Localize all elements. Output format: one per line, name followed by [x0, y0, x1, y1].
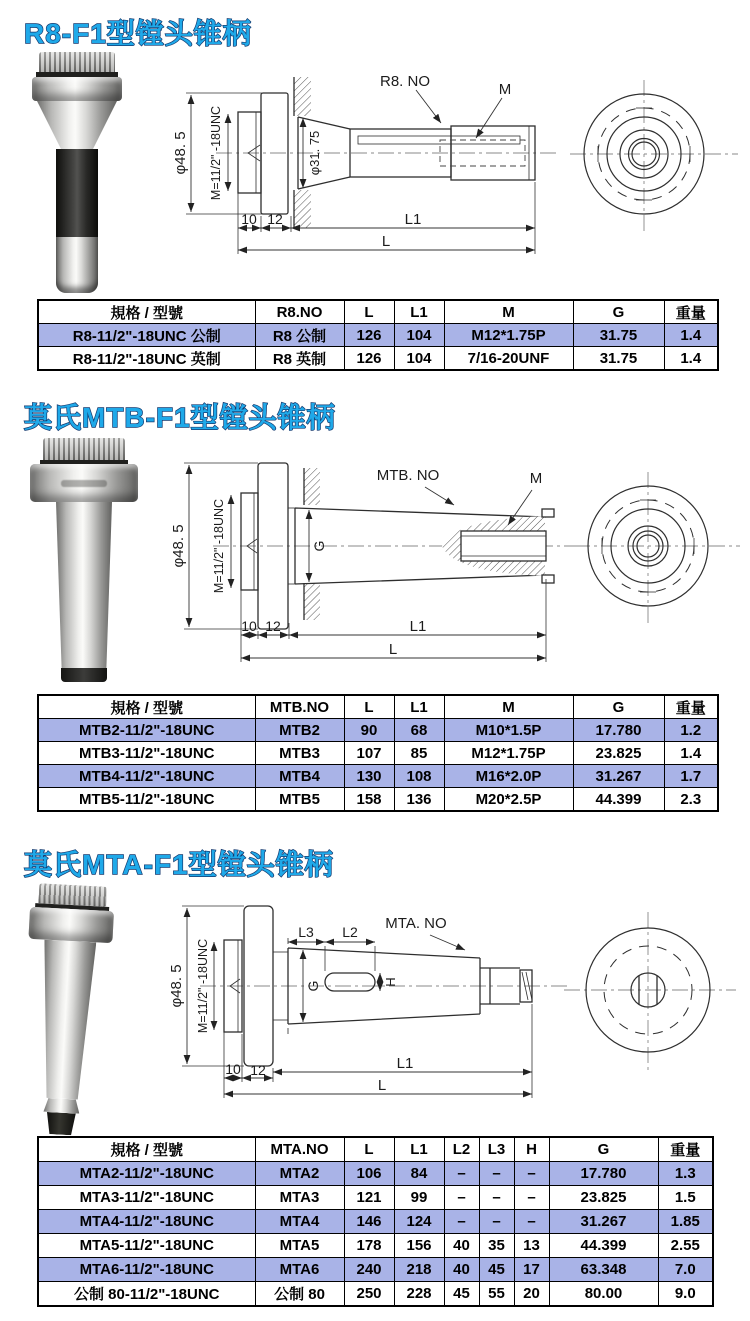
table-cell: 公制 80-11/2"-18UNC [38, 1282, 255, 1307]
table-cell: – [444, 1186, 479, 1210]
dim-label-l3: L3 [298, 924, 314, 940]
table-cell: MTA2-11/2"-18UNC [38, 1162, 255, 1186]
column-header: H [514, 1137, 549, 1162]
table-cell: 90 [344, 719, 394, 742]
table-cell: 126 [344, 347, 394, 371]
table-cell: M16*2.0P [444, 765, 573, 788]
label-part-no: MTA. NO [385, 915, 447, 932]
table-cell: 1.4 [664, 347, 718, 371]
table-cell: 31.75 [573, 324, 664, 347]
table-cell: MTA3 [255, 1186, 344, 1210]
end-view-r8 [566, 72, 742, 242]
dim-label-flange-dia: φ48. 5 [168, 964, 185, 1008]
table-cell: – [479, 1210, 514, 1234]
table-cell: 124 [394, 1210, 444, 1234]
column-header: 規格 / 型號 [38, 300, 255, 324]
spec-table-mta [37, 1136, 714, 1307]
section-title-r8: R8-F1型镗头锥柄 [24, 18, 252, 49]
table-cell: 63.348 [549, 1258, 658, 1282]
table-cell: MTA6 [255, 1258, 344, 1282]
photo-threaded-top [43, 438, 125, 460]
photo-flange [32, 77, 122, 101]
column-header: L [344, 1137, 394, 1162]
table-cell: MTA3-11/2"-18UNC [38, 1186, 255, 1210]
photo-taper [56, 502, 112, 668]
table-cell: 130 [344, 765, 394, 788]
table-cell: MTB2 [255, 719, 344, 742]
table-cell: 1.2 [664, 719, 718, 742]
center-cross [570, 80, 738, 234]
column-header: L1 [394, 695, 444, 719]
table-cell: 84 [394, 1162, 444, 1186]
dim-label-10: 10 [241, 211, 257, 227]
table-cell: MTB4 [255, 765, 344, 788]
table-cell: 公制 80 [255, 1282, 344, 1307]
dim-label-10: 10 [225, 1061, 241, 1077]
table-cell: 228 [394, 1282, 444, 1307]
table-cell: 1.3 [658, 1162, 713, 1186]
table-cell: 17.780 [549, 1162, 658, 1186]
table-cell: 121 [344, 1186, 394, 1210]
table-cell: MTA4-11/2"-18UNC [38, 1210, 255, 1234]
table-cell: – [514, 1210, 549, 1234]
table-cell: 99 [394, 1186, 444, 1210]
table-cell: 55 [479, 1282, 514, 1307]
table-cell: 17.780 [573, 719, 664, 742]
table-cell: 104 [394, 324, 444, 347]
product-photo-r8 [32, 52, 122, 293]
table-cell: – [479, 1186, 514, 1210]
dim-label-12: 12 [250, 1062, 266, 1078]
table-cell: 136 [394, 788, 444, 812]
table-cell: 2.55 [658, 1234, 713, 1258]
table-row [38, 1162, 713, 1186]
photo-tip [61, 668, 107, 682]
table-cell: 44.399 [573, 788, 664, 812]
table-cell: 156 [394, 1234, 444, 1258]
table-cell: MTB4-11/2"-18UNC [38, 765, 255, 788]
table-cell: 250 [344, 1282, 394, 1307]
table-row [38, 1210, 713, 1234]
dim-label-flange-dia: φ48. 5 [172, 131, 189, 175]
table-cell: – [444, 1162, 479, 1186]
label-thread-m: M [529, 470, 543, 487]
dim-label-l1: L1 [409, 618, 427, 635]
table-cell: 1.4 [664, 742, 718, 765]
dim-label-l: L [377, 1077, 387, 1094]
table-cell: MTA6-11/2"-18UNC [38, 1258, 255, 1282]
dim-label-thread-spec: M=11/2" -18UNC [209, 105, 223, 201]
table-cell: MTB3-11/2"-18UNC [38, 742, 255, 765]
table-cell: 31.75 [573, 347, 664, 371]
table-cell: R8-11/2"-18UNC 公制 [38, 324, 255, 347]
table-cell: MTA5 [255, 1234, 344, 1258]
column-header: M [444, 300, 573, 324]
table-header-row [38, 1137, 713, 1162]
photo-tip [56, 237, 98, 293]
table-cell: 1.4 [664, 324, 718, 347]
table-cell: MTA2 [255, 1162, 344, 1186]
table-cell: M12*1.75P [444, 742, 573, 765]
table-row [38, 1282, 713, 1307]
column-header: L2 [444, 1137, 479, 1162]
dim-label-l: L [381, 233, 391, 250]
dim-label-l1: L1 [396, 1055, 414, 1072]
table-cell: 40 [444, 1258, 479, 1282]
dim-label-l2: L2 [342, 924, 358, 940]
table-cell: 1.85 [658, 1210, 713, 1234]
table-cell: 17 [514, 1258, 549, 1282]
table-cell: 80.00 [549, 1282, 658, 1307]
table-cell: – [444, 1210, 479, 1234]
column-header: 重量 [664, 300, 718, 324]
column-header: MTB.NO [255, 695, 344, 719]
table-header-row [38, 300, 718, 324]
table-row [38, 347, 718, 371]
table-cell: 104 [394, 347, 444, 371]
table-cell: 31.267 [573, 765, 664, 788]
table-cell: 7.0 [658, 1258, 713, 1282]
spec-table-mtb [37, 694, 719, 812]
product-photo-mta [30, 885, 114, 1135]
dim-label-gauge-dia: G [311, 540, 327, 552]
table-cell: 23.825 [549, 1186, 658, 1210]
table-cell: 40 [444, 1234, 479, 1258]
dim-label-gauge-dia: G [305, 980, 321, 992]
table-cell: 1.5 [658, 1186, 713, 1210]
column-header: G [573, 695, 664, 719]
column-header: 重量 [664, 695, 718, 719]
photo-engraving-mark [61, 480, 107, 487]
table-cell: MTB5-11/2"-18UNC [38, 788, 255, 812]
table-row [38, 788, 718, 812]
dim-label-taper-dia: φ31. 75 [307, 130, 322, 176]
product-photo-mtb [30, 438, 138, 682]
photo-tang-neck [43, 1098, 80, 1114]
column-header: G [573, 300, 664, 324]
dim-label-10: 10 [241, 618, 257, 634]
table-cell: 1.7 [664, 765, 718, 788]
table-cell: MTB5 [255, 788, 344, 812]
section-title-mta: 莫氏MTA-F1型镗头锥柄 [24, 849, 334, 880]
dim-label-l1: L1 [404, 211, 422, 228]
table-cell: 106 [344, 1162, 394, 1186]
table-cell: R8-11/2"-18UNC 英制 [38, 347, 255, 371]
dim-label-12: 12 [267, 211, 283, 227]
column-header: L1 [394, 300, 444, 324]
photo-taper [37, 101, 117, 149]
table-cell: R8 公制 [255, 324, 344, 347]
section-title-mtb: 莫氏MTB-F1型镗头锥柄 [24, 402, 336, 433]
column-header: L1 [394, 1137, 444, 1162]
table-cell: M10*1.5P [444, 719, 573, 742]
column-header: L [344, 695, 394, 719]
column-header: L [344, 300, 394, 324]
technical-drawing-mtb [158, 443, 578, 693]
table-cell: 45 [479, 1258, 514, 1282]
table-row [38, 1258, 713, 1282]
table-cell: – [514, 1186, 549, 1210]
column-header: MTA.NO [255, 1137, 344, 1162]
end-view-mtb [572, 462, 742, 632]
part-outline [238, 77, 535, 228]
photo-tang [45, 1112, 76, 1136]
column-header: 規格 / 型號 [38, 1137, 255, 1162]
table-cell: 35 [479, 1234, 514, 1258]
table-cell: 9.0 [658, 1282, 713, 1307]
table-row [38, 1186, 713, 1210]
photo-flange [30, 464, 138, 502]
table-cell: – [479, 1162, 514, 1186]
photo-taper [36, 940, 96, 1101]
table-cell: 240 [344, 1258, 394, 1282]
table-cell: M20*2.5P [444, 788, 573, 812]
table-cell: MTA5-11/2"-18UNC [38, 1234, 255, 1258]
dim-label-12: 12 [265, 618, 281, 634]
table-row [38, 765, 718, 788]
table-cell: 13 [514, 1234, 549, 1258]
table-cell: 85 [394, 742, 444, 765]
table-row [38, 324, 718, 347]
column-header: L3 [479, 1137, 514, 1162]
table-cell: 178 [344, 1234, 394, 1258]
dim-label-slot-height: H [383, 977, 398, 987]
table-cell: 107 [344, 742, 394, 765]
table-cell: 20 [514, 1282, 549, 1307]
technical-drawing-r8 [158, 50, 560, 300]
table-cell: 2.3 [664, 788, 718, 812]
table-cell: MTB2-11/2"-18UNC [38, 719, 255, 742]
dim-label-flange-dia: φ48. 5 [170, 524, 187, 568]
table-row [38, 719, 718, 742]
label-part-no: MTB. NO [376, 467, 440, 484]
table-header-row [38, 695, 718, 719]
table-cell: 31.267 [549, 1210, 658, 1234]
photo-threaded-top [39, 52, 115, 72]
photo-flange [28, 907, 114, 943]
column-header: M [444, 695, 573, 719]
table-cell: 23.825 [573, 742, 664, 765]
table-cell: 44.399 [549, 1234, 658, 1258]
table-row [38, 1234, 713, 1258]
table-cell: 146 [344, 1210, 394, 1234]
center-cross [574, 472, 740, 624]
table-cell: 218 [394, 1258, 444, 1282]
table-cell: MTA4 [255, 1210, 344, 1234]
table-cell: 7/16-20UNF [444, 347, 573, 371]
table-cell: 68 [394, 719, 444, 742]
dim-label-thread-spec: M=11/2" -18UNC [212, 498, 226, 594]
photo-black-body [56, 149, 98, 237]
column-header: G [549, 1137, 658, 1162]
technical-drawing-mta [158, 888, 578, 1138]
column-header: 規格 / 型號 [38, 695, 255, 719]
table-cell: 126 [344, 324, 394, 347]
table-cell: 45 [444, 1282, 479, 1307]
dim-label-l: L [388, 641, 398, 658]
table-cell: 108 [394, 765, 444, 788]
table-cell: – [514, 1162, 549, 1186]
dim-label-thread-spec: M=11/2" -18UNC [196, 938, 210, 1034]
table-cell: R8 英制 [255, 347, 344, 371]
label-part-no: R8. NO [379, 73, 431, 90]
column-header: 重量 [658, 1137, 713, 1162]
table-cell: MTB3 [255, 742, 344, 765]
column-header: R8.NO [255, 300, 344, 324]
table-cell: M12*1.75P [444, 324, 573, 347]
spec-table-r8 [37, 299, 719, 371]
table-row [38, 742, 718, 765]
table-cell: 158 [344, 788, 394, 812]
end-view-mta [560, 900, 740, 1080]
photo-tilted-group [18, 883, 115, 1137]
label-thread-m: M [498, 81, 512, 98]
